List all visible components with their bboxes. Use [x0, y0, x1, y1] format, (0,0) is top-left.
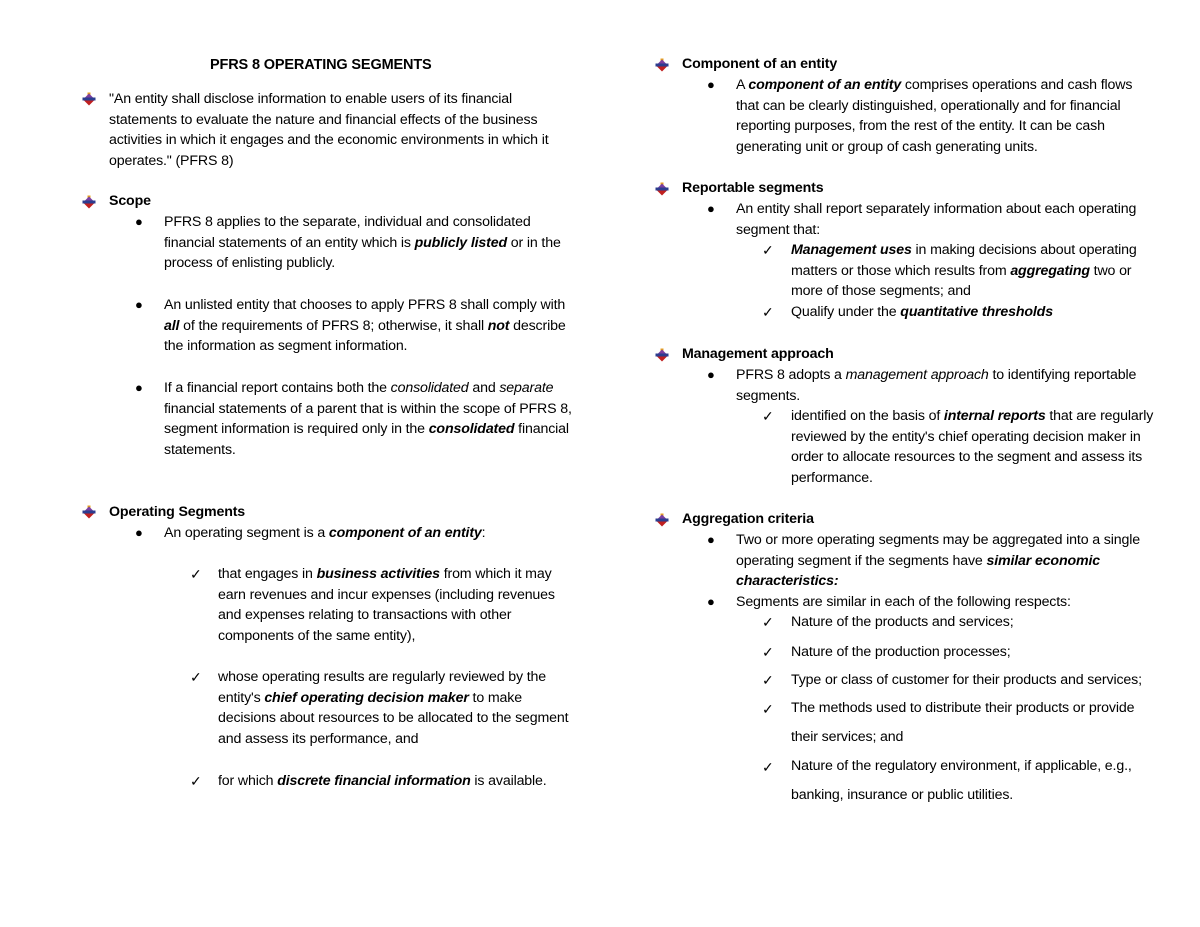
- operating-check-2: whose operating results are regularly reviewed by the entity's chief operating decision maker to make decisions about resources to be allocated to the segment and assess its performance, and: [218, 669, 569, 748]
- management-item-1: PFRS 8 adopts a management approach to identifying reportable segments.: [736, 367, 1137, 404]
- bullet-icon: ●: [135, 525, 143, 540]
- bullet-icon: ●: [707, 367, 715, 382]
- checkmark-icon: ✓: [762, 242, 774, 258]
- bullet-icon: ●: [707, 77, 715, 92]
- section-heading-aggregation: Aggregation criteria: [682, 511, 814, 527]
- checkmark-icon: ✓: [190, 669, 202, 685]
- arrow-bullet-icon: [655, 58, 669, 72]
- section-heading-management: Management approach: [682, 346, 834, 362]
- component-item-1: A component of an entity comprises operations and cash flows that can be clearly distinguished, operationally and for financial reporting purposes, from the rest of the entity. It can be cash generating unit or group of cash generating units.: [736, 77, 1133, 156]
- checkmark-icon: ✓: [762, 614, 774, 630]
- arrow-bullet-icon: [82, 92, 96, 106]
- bullet-icon: ●: [707, 532, 715, 547]
- aggregation-check-2: Nature of the production processes;: [791, 644, 1011, 660]
- checkmark-icon: ✓: [762, 408, 774, 424]
- bullet-icon: ●: [707, 594, 715, 609]
- aggregation-item-1: Two or more operating segments may be aggregated into a single operating segment if the segments have similar economic characteristics:: [736, 532, 1140, 590]
- section-heading-reportable: Reportable segments: [682, 180, 824, 196]
- checkmark-icon: ✓: [762, 701, 774, 717]
- arrow-bullet-icon: [655, 182, 669, 196]
- aggregation-check-1: Nature of the products and services;: [791, 614, 1014, 630]
- checkmark-icon: ✓: [762, 759, 774, 775]
- bullet-icon: ●: [135, 297, 143, 312]
- section-heading-component: Component of an entity: [682, 56, 838, 72]
- scope-item-2: An unlisted entity that chooses to apply PFRS 8 shall comply with all of the requirements of PFRS 8; otherwise, it shall not describe the information as segment information.: [164, 297, 566, 355]
- operating-check-1: that engages in business activities from which it may earn revenues and incur expenses (including revenues and expenses relating to transactions with other components of the same entity),: [218, 566, 555, 645]
- operating-check-3: for which discrete financial information is available.: [218, 773, 547, 789]
- reportable-item-1: An entity shall report separately information about each operating segment that:: [736, 201, 1137, 238]
- checkmark-icon: ✓: [762, 304, 774, 320]
- aggregation-check-3: Type or class of customer for their products and services;: [791, 672, 1142, 688]
- bullet-icon: ●: [135, 214, 143, 229]
- document-title: PFRS 8 OPERATING SEGMENTS: [210, 57, 432, 73]
- intro-quote: "An entity shall disclose information to enable users of its financial statements to evaluate the nature and financial effects of the business activities in which it engages and the economic environments in which it operates." (PFRS 8): [109, 91, 549, 170]
- checkmark-icon: ✓: [762, 644, 774, 660]
- management-check-1: identified on the basis of internal reports that are regularly reviewed by the entity's chief operating decision maker in order to allocate resources to the segment and assess its performance.: [791, 408, 1154, 487]
- scope-item-3: If a financial report contains both the consolidated and separate financial statements of a parent that is within the scope of PFRS 8, segment information is required only in the consolidated financial statements.: [164, 380, 572, 459]
- scope-item-1: PFRS 8 applies to the separate, individual and consolidated financial statements of an entity which is publicly listed or in the process of enlisting publicly.: [164, 214, 561, 272]
- reportable-check-1: Management uses in making decisions about operating matters or those which results from aggregating two or more of those segments; and: [791, 242, 1137, 300]
- operating-item-1: An operating segment is a component of an entity:: [164, 525, 486, 541]
- checkmark-icon: ✓: [190, 566, 202, 582]
- arrow-bullet-icon: [655, 348, 669, 362]
- arrow-bullet-icon: [82, 505, 96, 519]
- checkmark-icon: ✓: [762, 672, 774, 688]
- aggregation-check-5: Nature of the regulatory environment, if applicable, e.g., banking, insurance or public utilities.: [791, 758, 1132, 803]
- checkmark-icon: ✓: [190, 773, 202, 789]
- bullet-icon: ●: [135, 380, 143, 395]
- aggregation-check-4: The methods used to distribute their products or provide their services; and: [791, 700, 1135, 745]
- section-heading-scope: Scope: [109, 193, 151, 209]
- arrow-bullet-icon: [655, 513, 669, 527]
- reportable-check-2: Qualify under the quantitative thresholds: [791, 304, 1053, 320]
- section-heading-operating-segments: Operating Segments: [109, 504, 246, 520]
- aggregation-item-2: Segments are similar in each of the following respects:: [736, 594, 1071, 610]
- bullet-icon: ●: [707, 201, 715, 216]
- arrow-bullet-icon: [82, 195, 96, 209]
